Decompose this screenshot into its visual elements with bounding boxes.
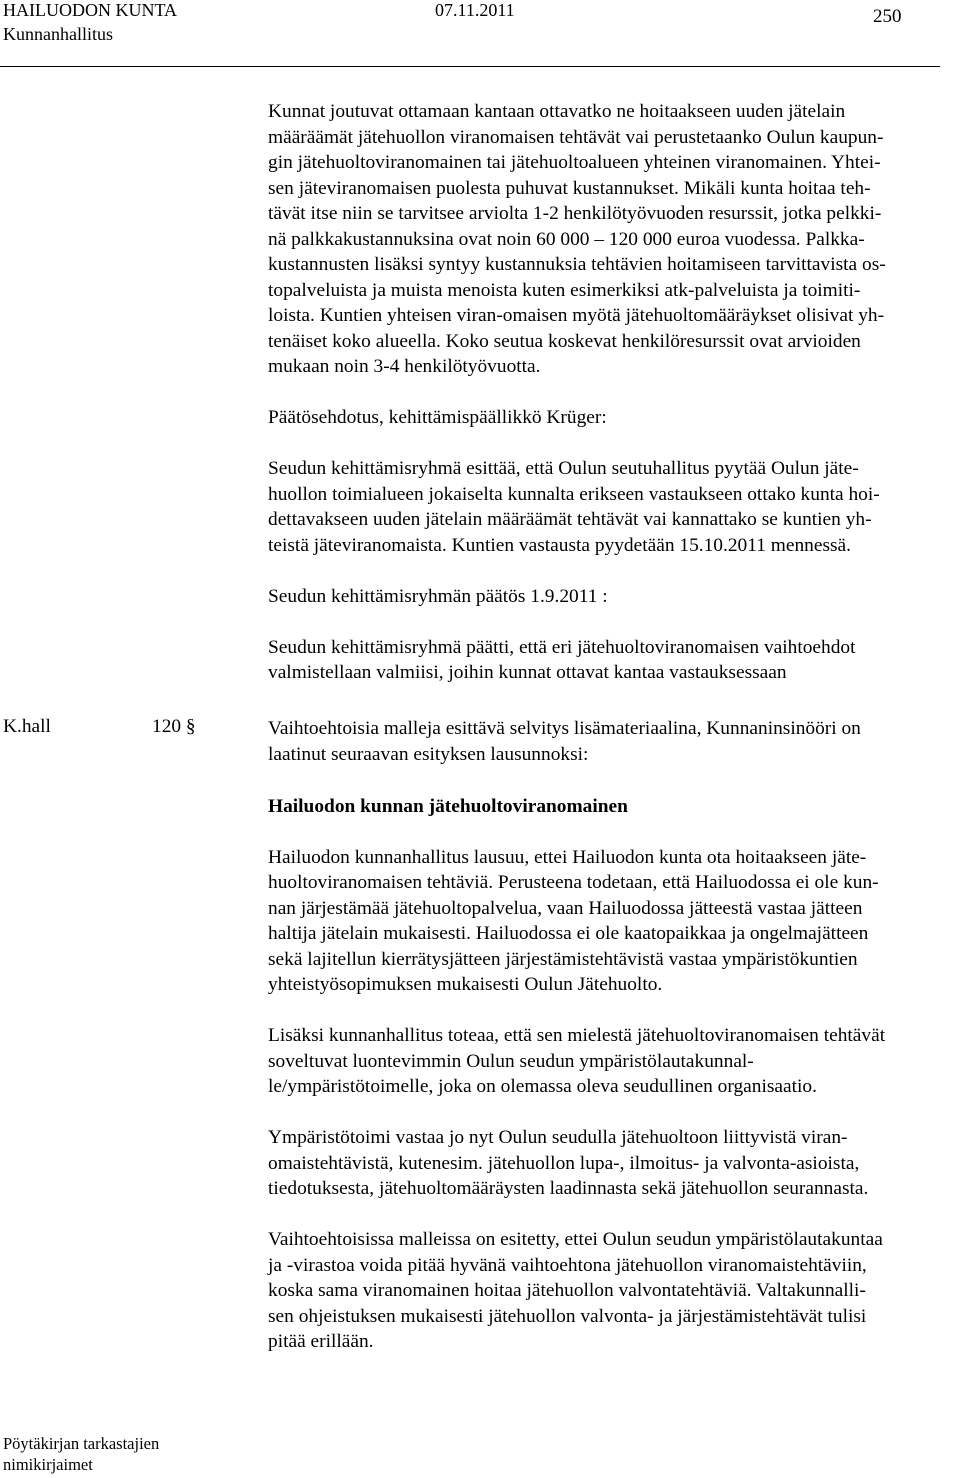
- text-line: nä palkkakustannuksina ovat noin 60 000 – 120 000 euroa vuodessa. Palkka-: [268, 228, 865, 250]
- footer-signature-label: [3, 1433, 159, 1475]
- text-line: sekä lajitellun kierrätysjätteen järjestämistehtävistä vastaa ympäristökuntien: [268, 948, 858, 970]
- meeting-date: 07.11.2011: [435, 0, 515, 20]
- text-line: kustannusten lisäksi syntyy kustannuksia tehtävien hoitamiseen tarvittavista os-: [268, 254, 886, 275]
- item-number: 120 §: [152, 716, 196, 737]
- text-line: Seudun kehittämisryhmä päätti, että eri jätehuoltoviranomaisen vaihtoehdot: [268, 636, 856, 658]
- text-line: Lisäksi kunnanhallitus toteaa, että sen mielestä jätehuoltoviranomaisen tehtävät: [268, 1025, 886, 1046]
- item-ref: K.hall: [3, 716, 51, 737]
- text-line: tenäiset koko alueella. Koko seutua koskevat henkilöresurssit ovat arvioiden: [268, 330, 861, 352]
- text-line: koska sama viranomainen hoitaa jätehuollon valvontatehtäviä. Valtakunnalli-: [268, 1280, 866, 1301]
- item-body: [268, 716, 885, 1355]
- paragraph-1: [268, 845, 885, 998]
- text-line: le/ympäristötoimelle, joka on olemassa oleva seudullinen organisaatio.: [268, 1076, 817, 1097]
- municipality-name: HAILUODON KUNTA: [3, 0, 178, 20]
- paragraph-4: [268, 1227, 885, 1355]
- proposal-heading: Päätösehdotus, kehittämispäällikkö Krüger:: [268, 407, 607, 428]
- text-line: yhteistyösopimuksen mukaisesti Oulun Jätehuolto.: [268, 974, 663, 995]
- text-line: mukaan noin 3-4 henkilötyövuotta.: [268, 356, 541, 377]
- text-line: Hailuodon kunnanhallitus lausuu, ettei Hailuodon kunta ota hoitaakseen jäte-: [268, 846, 867, 868]
- text-line: sen ohjeistuksen mukaisesti jätehuollon valvonta- ja järjestämistehtävät tulisi: [268, 1305, 867, 1327]
- paragraph-decision: [268, 635, 886, 686]
- document-body: [268, 99, 886, 686]
- text-line: topalveluista ja muista menoista kuten esimerkiksi atk-palveluista ja toimiti-: [268, 279, 861, 301]
- text-line: huoltoviranomaisen tehtäviä. Perusteena todetaan, että Hailuodossa ei ole kun-: [268, 872, 879, 893]
- text-line: soveltuvat luontevimmin Oulun seudun ympäristölautakunnal-: [268, 1050, 754, 1072]
- page-number: 250: [873, 6, 902, 27]
- paragraph-background: [268, 99, 886, 380]
- footer-line: nimikirjaimet: [3, 1455, 93, 1474]
- text-line: loista. Kuntien yhteisen viran-omaisen myötä jätehuoltomääräykset olisivat yh-: [268, 305, 885, 326]
- text-line: haltija jätelain mukaisesti. Hailuodossa ei ole kaatopaikkaa ja ongelmajätteen: [268, 923, 869, 944]
- text-line: Vaihtoehtoisissa malleissa on esitetty, ettei Oulun seudun ympäristölautakuntaa: [268, 1229, 883, 1250]
- text-line: dettavakseen uuden jätelain määräämät tehtävät vai kannattako se kuntien yh-: [268, 509, 872, 530]
- text-line: laatinut seuraavan esityksen lausunnoksi:: [268, 743, 589, 765]
- text-line: Kunnat joutuvat ottamaan kantaan ottavatko ne hoitaakseen uuden jätelain: [268, 101, 846, 122]
- paragraph-3: [268, 1125, 885, 1202]
- body-name: Kunnanhallitus: [3, 24, 113, 44]
- text-line: nan järjestämää jätehuoltopalvelua, vaan Hailuodossa jätteestä vastaa jätteen: [268, 897, 863, 919]
- footer-line: Pöytäkirjan tarkastajien: [3, 1434, 160, 1453]
- text-line: määräämät jätehuollon viranomaisen tehtävät vai perustetaanko Oulun kaupun-: [268, 126, 884, 148]
- text-line: Ympäristötoimi vastaa jo nyt Oulun seudulla jätehuoltoon liittyvistä viran-: [268, 1127, 848, 1148]
- text-line: omaistehtävistä, kutenesim. jätehuollon lupa-, ilmoitus- ja valvonta-asioista,: [268, 1152, 860, 1174]
- item-subheading: Hailuodon kunnan jätehuoltoviranomainen: [268, 795, 628, 817]
- text-line: pitää erillään.: [268, 1331, 374, 1352]
- text-line: teistä jäteviranomaista. Kuntien vastausta pyydetään 15.10.2011 mennessä.: [268, 534, 851, 556]
- header-rule: [0, 66, 940, 67]
- text-line: ja -virastoa voida pitää hyvänä vaihtoehtona jätehuollon viranomaistehtäviin,: [268, 1254, 867, 1276]
- paragraph-proposal: [268, 456, 886, 558]
- paragraph-2: [268, 1023, 885, 1100]
- text-line: tiedotuksesta, jätehuoltomääräysten laadinnasta sekä jätehuollon seurannasta.: [268, 1178, 869, 1199]
- text-line: Seudun kehittämisryhmä esittää, että Oulun seutuhallitus pyytää Oulun jäte-: [268, 458, 859, 479]
- text-line: sen jäteviranomaisen puolesta puhuvat kustannukset. Mikäli kunta hoitaa teh-: [268, 177, 871, 199]
- text-line: tävät itse niin se tarvitsee arviolta 1-2 henkilötyövuoden resurssit, jotka pelkki-: [268, 203, 882, 224]
- paragraph-intro: [268, 716, 885, 767]
- text-line: gin jätehuoltoviranomainen tai jätehuoltoalueen yhteinen viranomainen. Yhtei-: [268, 152, 881, 173]
- text-line: valmistellaan valmiisi, joihin kunnat ottavat kantaa vastauksessaan: [268, 662, 787, 683]
- text-line: huollon toimialueen jokaiselta kunnalta erikseen vastaukseen ottako kunta hoi-: [268, 483, 880, 505]
- decision-heading: Seudun kehittämisryhmän päätös 1.9.2011 :: [268, 585, 608, 607]
- text-line: Vaihtoehtoisia malleja esittävä selvitys lisämateriaalina, Kunnaninsinööri on: [268, 718, 861, 739]
